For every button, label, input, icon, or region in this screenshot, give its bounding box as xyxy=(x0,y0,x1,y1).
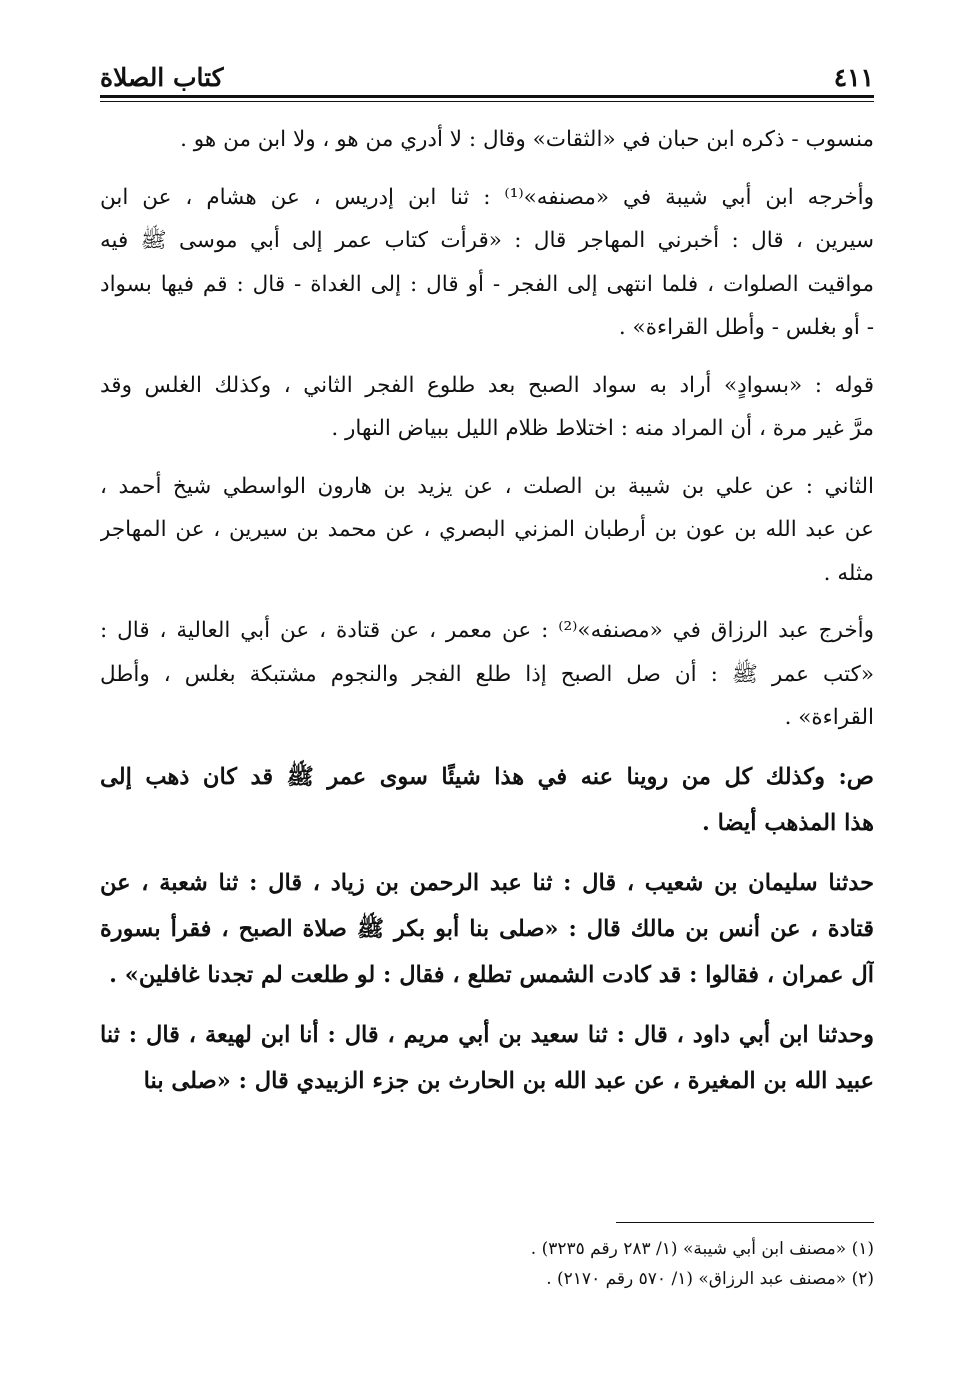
footnote: (٢) «مصنف عبد الرزاق» (١/ ٥٧٠ رقم ٢١٧٠) . xyxy=(546,1269,874,1289)
text-line: هذا المذهب أيضا . xyxy=(701,809,874,836)
paragraph xyxy=(100,860,874,998)
paragraph xyxy=(100,176,874,350)
text-line: آل عمران ، فقالوا : قد كادت الشمس تطلع ، فقال : لو طلعت لم تجدنا غافلين» . xyxy=(109,961,874,988)
text-line: عبيد الله بن المغيرة ، عن عبد الله بن الحارث بن جزء الزبيدي قال : «صلى بنا xyxy=(143,1067,874,1094)
text-line: ص: وكذلك كل من روينا عنه في هذا شيئًا سوى عمر ﷺ قد كان ذهب إلى xyxy=(100,763,874,790)
page-header xyxy=(100,52,874,92)
paragraph xyxy=(100,465,874,596)
text-line: قوله : «بسوادٍ» أراد به سواد الصبح بعد طلوع الفجر الثاني ، وكذلك الغلس وقد xyxy=(100,372,874,398)
paragraph xyxy=(100,118,874,162)
text-line: مواقيت الصلوات ، فلما انتهى إلى الفجر - أو قال : إلى الغداة - قال : قم فيها بسواد xyxy=(100,271,874,297)
chapter-title: كتاب الصلاة xyxy=(100,63,224,92)
text-line: حدثنا سليمان بن شعيب ، قال : ثنا عبد الرحمن بن زياد ، قال : ثنا شعبة ، عن xyxy=(100,869,874,896)
header-rule-thick xyxy=(100,95,874,98)
footnote-separator xyxy=(616,1222,874,1223)
text-line: الثاني : عن علي بن شيبة بن الصلت ، عن يزيد بن هارون الواسطي شيخ أحمد ، xyxy=(100,473,874,499)
text-line: وأخرجه ابن أبي شيبة في «مصنفه»⁽¹⁾ : ثنا ابن إدريس ، عن هشام ، عن ابن xyxy=(100,184,874,210)
text-line: مرَّ غير مرة ، أن المراد منه : اختلاط ظلام الليل ببياض النهار . xyxy=(331,416,874,441)
main-text xyxy=(100,118,874,1118)
paragraph xyxy=(100,754,874,846)
text-line: سيرين ، قال : أخبرني المهاجر قال : «قرأت كتاب عمر إلى أبي موسى ﷺ فيه xyxy=(100,228,874,253)
text-line: قتادة ، عن أنس بن مالك قال : «صلى بنا أبو بكر ﷺ صلاة الصبح ، فقرأ بسورة xyxy=(100,915,874,942)
text-line: مثله . xyxy=(823,560,874,586)
page-number: ٤١١ xyxy=(833,63,874,92)
paragraph xyxy=(100,609,874,740)
paragraph xyxy=(100,364,874,451)
text-line: عن عبد الله بن عون بن أرطبان المزني البصري ، عن محمد بن سيرين ، عن المهاجر xyxy=(100,517,874,542)
text-line: وأخرج عبد الرزاق في «مصنفه»⁽²⁾ : عن معمر ، عن قتادة ، عن أبي العالية ، قال : xyxy=(100,618,874,643)
footnote: (١) «مصنف ابن أبي شيبة» (١/ ٢٨٣ رقم ٣٢٣٥) . xyxy=(530,1239,874,1259)
text-line: «كتب عمر ﷺ : أن صل الصبح إذا طلع الفجر والنجوم مشتبكة بغلس ، وأطل xyxy=(100,661,874,687)
text-line: وحدثنا ابن أبي داود ، قال : ثنا سعيد بن أبي مريم ، قال : أنا ابن لهيعة ، قال : ثنا xyxy=(100,1021,874,1048)
paragraph xyxy=(100,1012,874,1104)
text-line: - أو بغلس - وأطل القراءة» . xyxy=(618,315,874,340)
text-line: القراءة» . xyxy=(784,705,874,730)
header-rule-thin xyxy=(100,101,874,102)
footnotes xyxy=(100,1234,874,1294)
text-line: منسوب - ذكره ابن حبان في «الثقات» وقال : لا أدري من هو ، ولا ابن من هو . xyxy=(180,127,874,152)
